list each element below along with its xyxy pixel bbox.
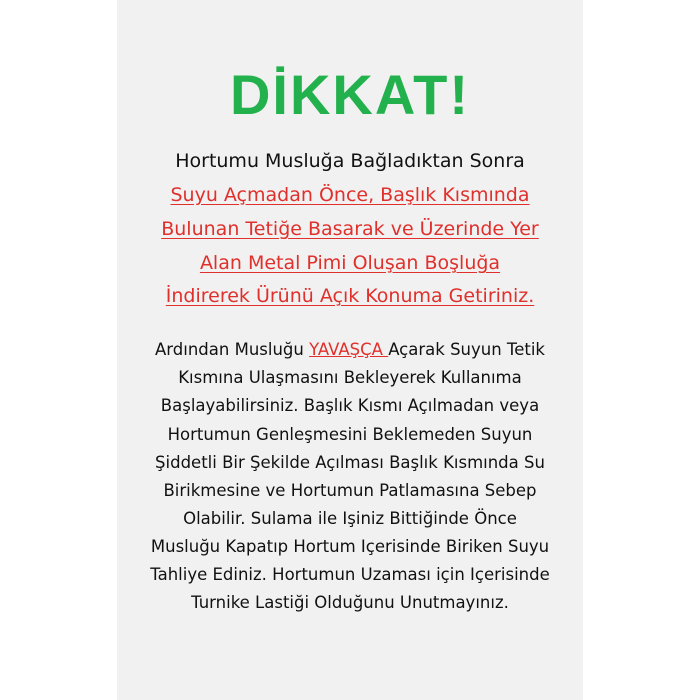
body-text: Ardından Musluğu xyxy=(155,340,310,359)
body-line: Musluğu Kapatıp Hortum Içerisinde Biriken Suyu xyxy=(150,537,550,556)
body-line: Olabilir. Sulama ile Işiniz Bittiğinde Önce xyxy=(183,509,517,528)
body-text: Açarak Suyun Tetik xyxy=(388,340,545,359)
body-line: Turnike Lastiği Olduğunu Unutmayınız. xyxy=(191,593,509,612)
body-line: Tahliye Ediniz. Hortumun Uzaması için Içerisinde xyxy=(150,565,550,584)
body-line: Birikmesine ve Hortumun Patlamasına Sebep xyxy=(163,481,537,500)
body-line: Hortumun Genleşmesini Beklemeden Suyun xyxy=(167,425,533,444)
instruction-heading: Hortumu Musluğa Bağladıktan Sonra xyxy=(175,150,525,172)
body-line: Şiddetli Bir Şekilde Açılması Başlık Kısmında Su xyxy=(155,453,545,472)
body-line: Kısmına Ulaşmasını Bekleyerek Kullanıma xyxy=(178,368,522,387)
highlight-slowly: YAVAŞÇA xyxy=(309,340,389,359)
warning-line: Suyu Açmadan Önce, Başlık Kısmında xyxy=(170,184,530,206)
warning-title: DİKKAT! xyxy=(229,63,471,126)
body-line xyxy=(117,340,583,359)
warning-line: Bulunan Tetiğe Basarak ve Üzerinde Yer xyxy=(161,218,539,240)
notice-panel xyxy=(117,0,583,700)
warning-line: Alan Metal Pimi Oluşan Boşluğa xyxy=(199,252,501,274)
warning-line: İndirerek Ürünü Açık Konuma Getiriniz. xyxy=(165,285,535,307)
body-line: Başlayabilirsiniz. Başlık Kısmı Açılmadan veya xyxy=(160,396,540,415)
